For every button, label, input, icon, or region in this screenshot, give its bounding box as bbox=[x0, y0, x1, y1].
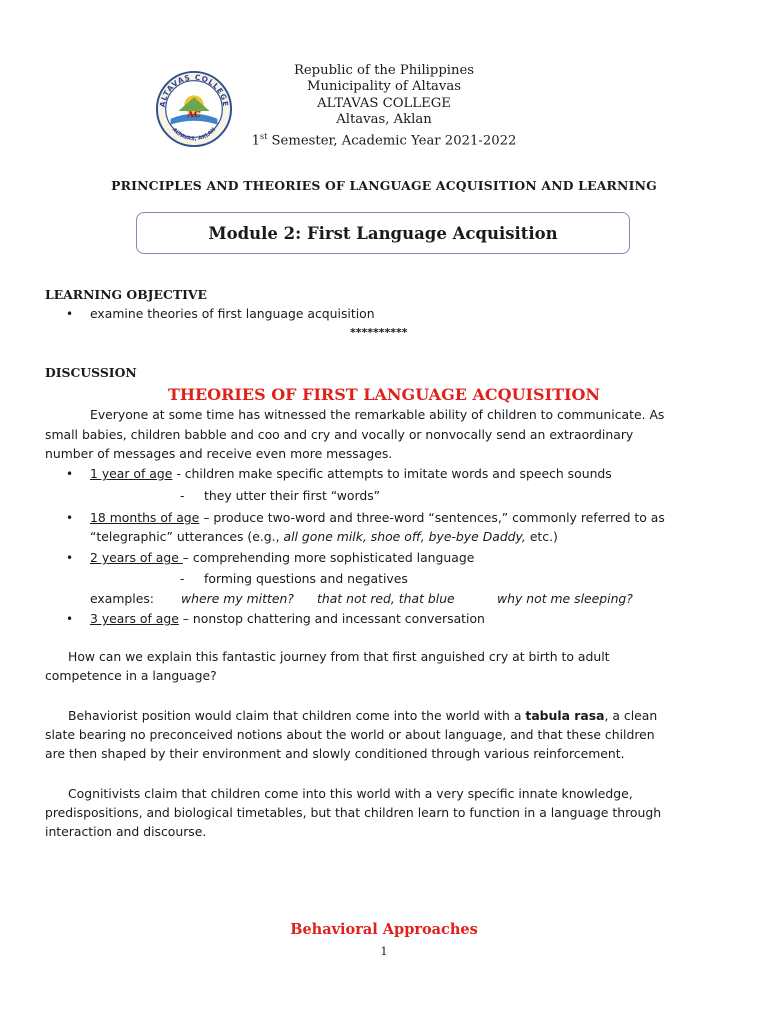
page-number: 1 bbox=[380, 945, 388, 958]
svg-text:AC: AC bbox=[187, 109, 201, 120]
objective-item: examine theories of first language acquisition bbox=[90, 306, 375, 321]
bullet-dot: • bbox=[66, 467, 74, 481]
module-title: Module 2: First Language Acquisition bbox=[208, 223, 558, 243]
header-college-name: ALTAVAS COLLEGE bbox=[317, 95, 451, 111]
header-location: Altavas, Aklan bbox=[336, 112, 432, 128]
dash: - bbox=[180, 571, 185, 586]
college-seal-logo bbox=[155, 70, 233, 148]
svg-text:ALTAVAS COLLEGE: ALTAVAS COLLEGE bbox=[157, 72, 231, 108]
behaviorist-line-3: are then shaped by their environment and slowly conditioned through various reinforcement. bbox=[45, 746, 625, 761]
behaviorist-line-2: slate bearing no preconceived notions about the world or about language, and that these children bbox=[45, 727, 655, 742]
behavioral-approaches-heading: Behavioral Approaches bbox=[290, 921, 478, 938]
bullet-dot: • bbox=[66, 612, 74, 626]
example-1: where my mitten? bbox=[181, 591, 294, 606]
document-header bbox=[240, 63, 528, 149]
milestone-1-year: 1 year of age - children make specific attempts to imitate words and speech sounds bbox=[90, 466, 612, 481]
separator-stars: ********** bbox=[350, 326, 408, 339]
cognitivist-line-1: Cognitivists claim that children come into this world with a very specific innate knowledge, bbox=[68, 786, 633, 801]
question-line-2: competence in a language? bbox=[45, 668, 217, 683]
milestone-18-months: 18 months of age – produce two-word and three-word “sentences,” commonly referred to as bbox=[90, 510, 665, 525]
bullet-dot: • bbox=[66, 307, 74, 321]
course-title: PRINCIPLES AND THEORIES OF LANGUAGE ACQUISITION AND LEARNING bbox=[111, 178, 657, 193]
cognitivist-line-3: interaction and discourse. bbox=[45, 824, 207, 839]
behaviorist-line-1: Behaviorist position would claim that children come into the world with a tabula rasa, a clean bbox=[68, 708, 658, 723]
svg-text:ALTAVAS, AKLAN: ALTAVAS, AKLAN bbox=[170, 126, 218, 143]
header-semester: 1st Semester, Academic Year 2021-2022 bbox=[251, 131, 517, 149]
intro-line-1: Everyone at some time has witnessed the remarkable ability of children to communicate. As bbox=[90, 407, 665, 422]
learning-objective-label: LEARNING OBJECTIVE bbox=[45, 287, 207, 302]
header-municipality: Municipality of Altavas bbox=[307, 79, 461, 95]
examples-label: examples: bbox=[90, 591, 154, 606]
milestone-1-sub: they utter their first “words” bbox=[204, 488, 381, 503]
intro-line-3: number of messages and receive even more messages. bbox=[45, 446, 393, 461]
bullet-dot: • bbox=[66, 511, 74, 525]
module-title-box bbox=[136, 212, 630, 254]
theories-heading: THEORIES OF FIRST LANGUAGE ACQUISITION bbox=[167, 385, 601, 404]
intro-line-2: small babies, children babble and coo and cry and vocally or nonvocally send an extraordinary bbox=[45, 427, 634, 442]
milestone-18-months-cont: “telegraphic” utterances (e.g., all gone milk, shoe off, bye-bye Daddy, etc.) bbox=[90, 529, 558, 544]
example-2: that not red, that blue bbox=[317, 591, 455, 606]
bullet-dot: • bbox=[66, 551, 74, 565]
question-line-1: How can we explain this fantastic journey from that first anguished cry at birth to adult bbox=[68, 649, 610, 664]
cognitivist-line-2: predispositions, and biological timetables, but that children learn to function in a language through bbox=[45, 805, 662, 820]
milestone-2-years: 2 years of age – comprehending more sophisticated language bbox=[90, 550, 475, 565]
milestone-3-years: 3 years of age – nonstop chattering and incessant conversation bbox=[90, 611, 485, 626]
example-3: why not me sleeping? bbox=[497, 591, 633, 606]
header-republic: Republic of the Philippines bbox=[293, 63, 475, 78]
discussion-label: DISCUSSION bbox=[45, 365, 137, 380]
dash: - bbox=[180, 488, 185, 503]
milestone-2-years-sub: forming questions and negatives bbox=[204, 571, 408, 586]
